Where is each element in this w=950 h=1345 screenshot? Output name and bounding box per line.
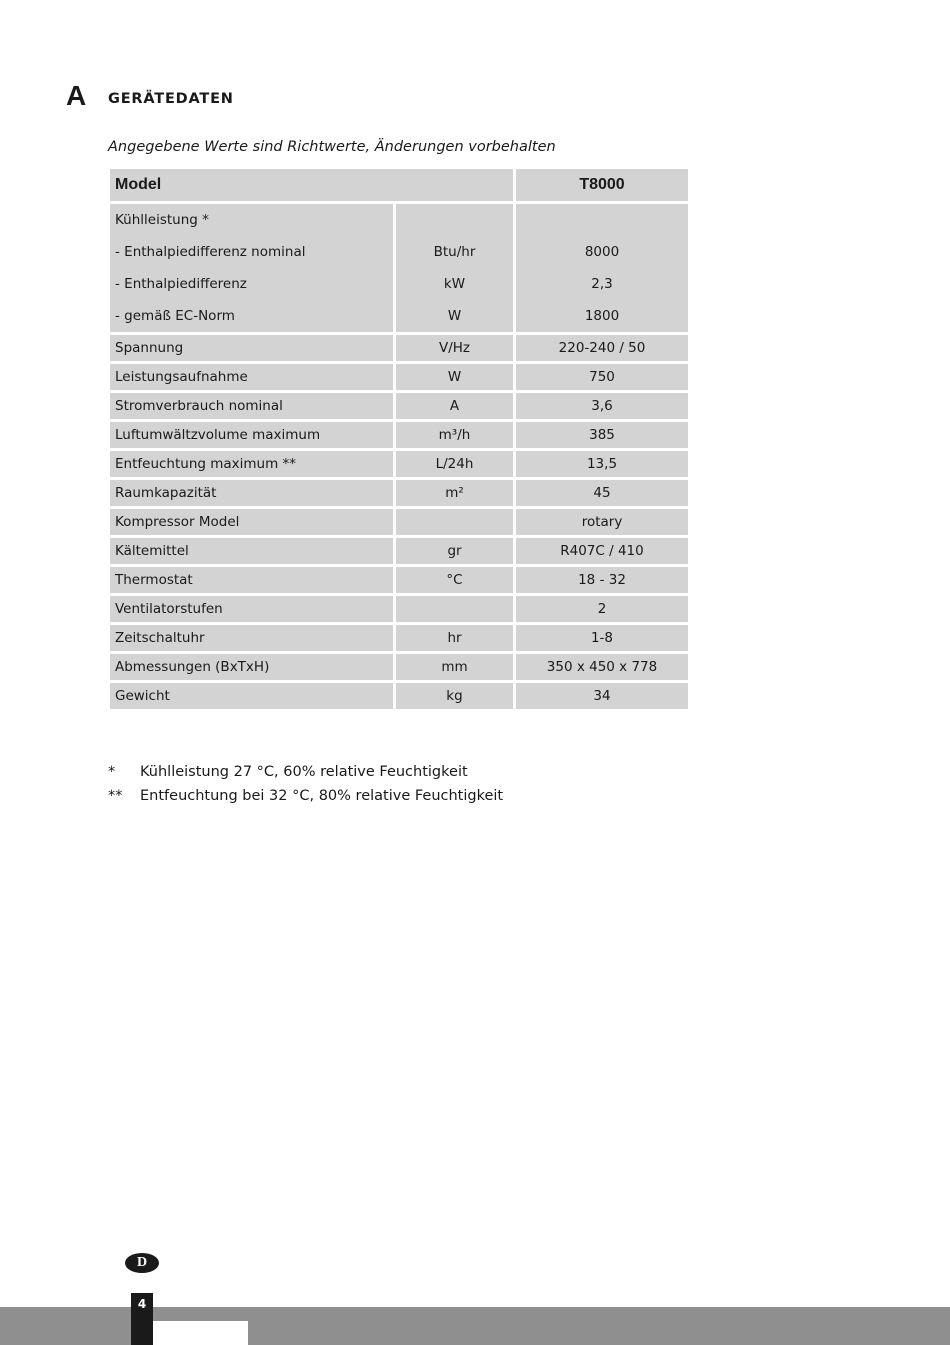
row-label: Abmessungen (BxTxH) — [110, 654, 393, 680]
cooling-unit-0 — [401, 204, 508, 236]
table-row — [110, 422, 688, 448]
footnote-mark: ** — [108, 788, 123, 804]
row-unit: mm — [396, 654, 513, 680]
row-unit: °C — [396, 567, 513, 593]
row-value: rotary — [516, 509, 688, 535]
cooling-value-2: 2,3 — [591, 276, 613, 292]
row-value: R407C / 410 — [516, 538, 688, 564]
row-value: 18 - 32 — [516, 567, 688, 593]
row-label: Spannung — [110, 335, 393, 361]
language-badge: D — [125, 1253, 159, 1273]
cooling-value-1: 8000 — [584, 244, 620, 260]
cooling-label-0: Kühlleistung * — [115, 212, 209, 228]
cooling-row — [110, 204, 688, 332]
row-value: 45 — [516, 480, 688, 506]
table-subtitle: Angegebene Werte sind Richtwerte, Änderungen vorbehalten — [108, 139, 556, 155]
cooling-labels — [110, 204, 393, 332]
table-row — [110, 451, 688, 477]
row-unit: W — [396, 364, 513, 390]
table-row — [110, 538, 688, 564]
row-label: Kompressor Model — [110, 509, 393, 535]
row-value: 13,5 — [516, 451, 688, 477]
table-row — [110, 683, 688, 709]
row-unit: hr — [396, 625, 513, 651]
row-unit: m³/h — [396, 422, 513, 448]
cooling-unit-3: W — [447, 308, 462, 324]
footnote — [108, 760, 503, 784]
footnotes — [108, 760, 503, 808]
row-value: 385 — [516, 422, 688, 448]
footnote — [108, 784, 503, 808]
row-unit: L/24h — [396, 451, 513, 477]
row-unit: gr — [396, 538, 513, 564]
cooling-value-3: 1800 — [584, 308, 620, 324]
row-value: 3,6 — [516, 393, 688, 419]
cooling-unit-1: Btu/hr — [433, 244, 476, 260]
row-unit: V/Hz — [396, 335, 513, 361]
table-row — [110, 364, 688, 390]
row-label: Kältemittel — [110, 538, 393, 564]
spec-table — [107, 166, 691, 712]
row-unit: m² — [396, 480, 513, 506]
table-row — [110, 335, 688, 361]
row-value: 350 x 450 x 778 — [516, 654, 688, 680]
cooling-value-0 — [521, 204, 683, 236]
row-label: Gewicht — [110, 683, 393, 709]
cooling-values — [516, 204, 688, 332]
cooling-label-1: - Enthalpiedifferenz nominal — [115, 244, 306, 260]
row-label: Leistungsaufnahme — [110, 364, 393, 390]
section-title: GERÄTEDATEN — [108, 91, 234, 107]
table-row — [110, 509, 688, 535]
header-model-label: Model — [110, 169, 513, 201]
row-label: Raumkapazität — [110, 480, 393, 506]
cooling-label-2: - Enthalpiedifferenz — [115, 276, 247, 292]
cooling-label-3: - gemäß EC-Norm — [115, 308, 235, 324]
row-value: 2 — [516, 596, 688, 622]
table-row — [110, 654, 688, 680]
row-label: Thermostat — [110, 567, 393, 593]
row-unit — [396, 509, 513, 535]
row-unit: kg — [396, 683, 513, 709]
row-label: Zeitschaltuhr — [110, 625, 393, 651]
table-row — [110, 596, 688, 622]
cooling-units — [396, 204, 513, 332]
row-value: 220-240 / 50 — [516, 335, 688, 361]
table-row — [110, 567, 688, 593]
footer-tab-white — [153, 1321, 248, 1345]
cooling-unit-2: kW — [443, 276, 466, 292]
section-letter: A — [66, 80, 87, 111]
row-value: 34 — [516, 683, 688, 709]
footnote-text: Kühlleistung 27 °C, 60% relative Feuchtigkeit — [140, 764, 468, 780]
row-label: Ventilatorstufen — [110, 596, 393, 622]
footnote-text: Entfeuchtung bei 32 °C, 80% relative Feuchtigkeit — [140, 788, 504, 804]
table-row — [110, 480, 688, 506]
table-header-row — [110, 169, 688, 201]
row-unit — [396, 596, 513, 622]
row-value: 750 — [516, 364, 688, 390]
row-label: Entfeuchtung maximum ** — [110, 451, 393, 477]
page-number: 4 — [131, 1293, 153, 1345]
footnote-mark: * — [108, 764, 116, 780]
row-unit: A — [396, 393, 513, 419]
row-label: Luftumwältzvolume maximum — [110, 422, 393, 448]
row-value: 1-8 — [516, 625, 688, 651]
header-model-value: T8000 — [516, 169, 688, 201]
table-row — [110, 393, 688, 419]
row-label: Stromverbrauch nominal — [110, 393, 393, 419]
table-row — [110, 625, 688, 651]
